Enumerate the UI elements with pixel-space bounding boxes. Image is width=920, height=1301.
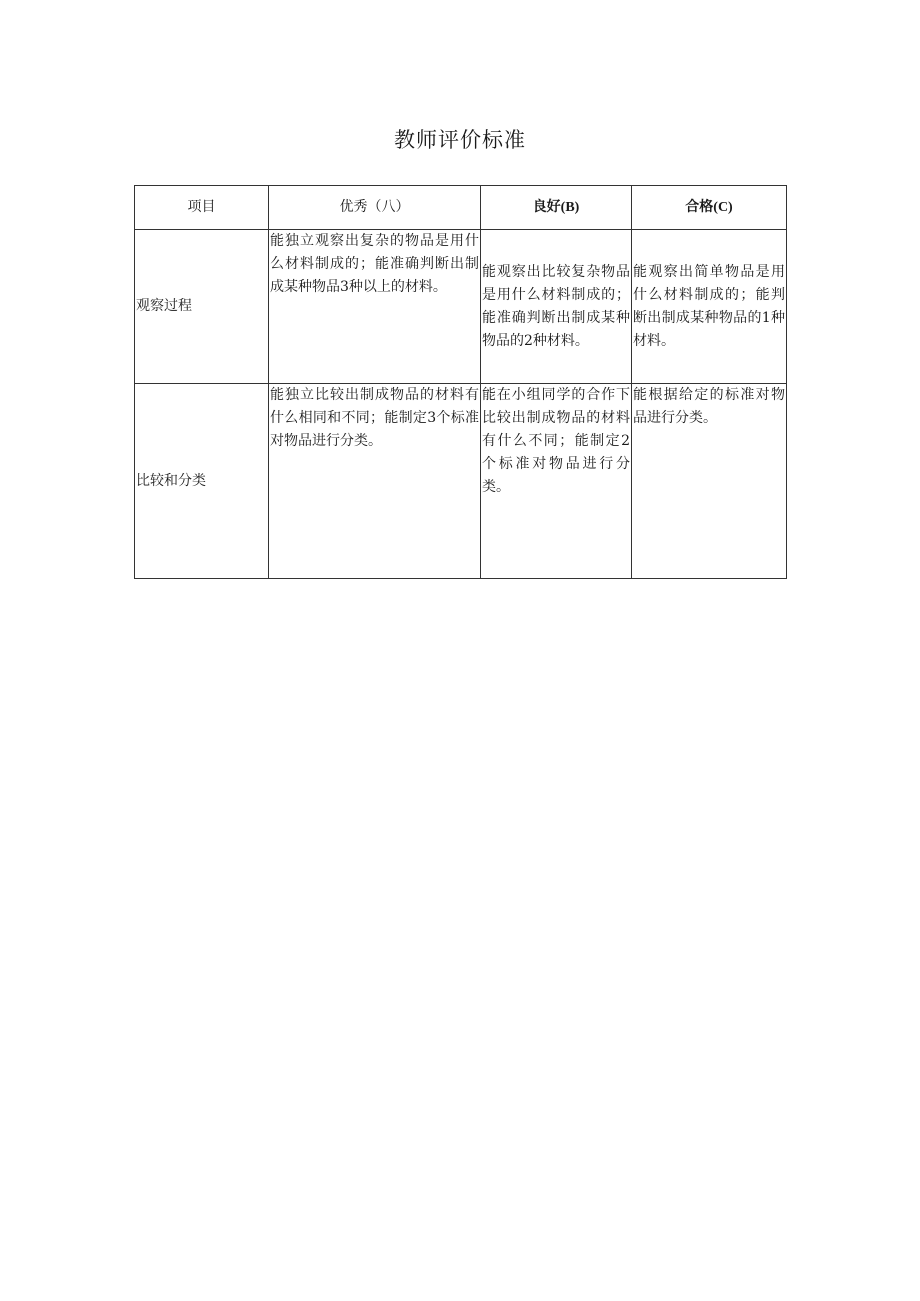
header-item: 项目: [135, 186, 269, 230]
header-excellent: 优秀（八）: [269, 186, 481, 230]
evaluation-criteria-table: [134, 185, 787, 579]
table-row: [135, 384, 787, 579]
cell-pass: 能根据给定的标准对物品进行分类。: [632, 384, 787, 579]
table-header-row: [135, 186, 787, 230]
cell-good: 能观察出比较复杂物品是用什么材料制成的；能准确判断出制成某种物品的2种材料。: [481, 230, 632, 384]
row-item-label: 观察过程: [135, 230, 269, 384]
cell-good: 能在小组同学的合作下比较出制成物品的材料有什么不同；能制定2个标准对物品进行分类。: [481, 384, 632, 579]
row-item-label: 比较和分类: [135, 384, 269, 579]
cell-excellent: 能独立观察出复杂的物品是用什么材料制成的；能准确判断出制成某种物品3种以上的材料。: [269, 230, 481, 384]
cell-excellent: 能独立比较出制成物品的材料有什么相同和不同；能制定3个标准对物品进行分类。: [269, 384, 481, 579]
page-title: 教师评价标准: [394, 128, 526, 152]
table-row: [135, 230, 787, 384]
header-good: 良好(B): [481, 186, 632, 230]
cell-pass: 能观察出简单物品是用什么材料制成的；能判断出制成某种物品的1种材料。: [632, 230, 787, 384]
header-pass: 合格(C): [632, 186, 787, 230]
